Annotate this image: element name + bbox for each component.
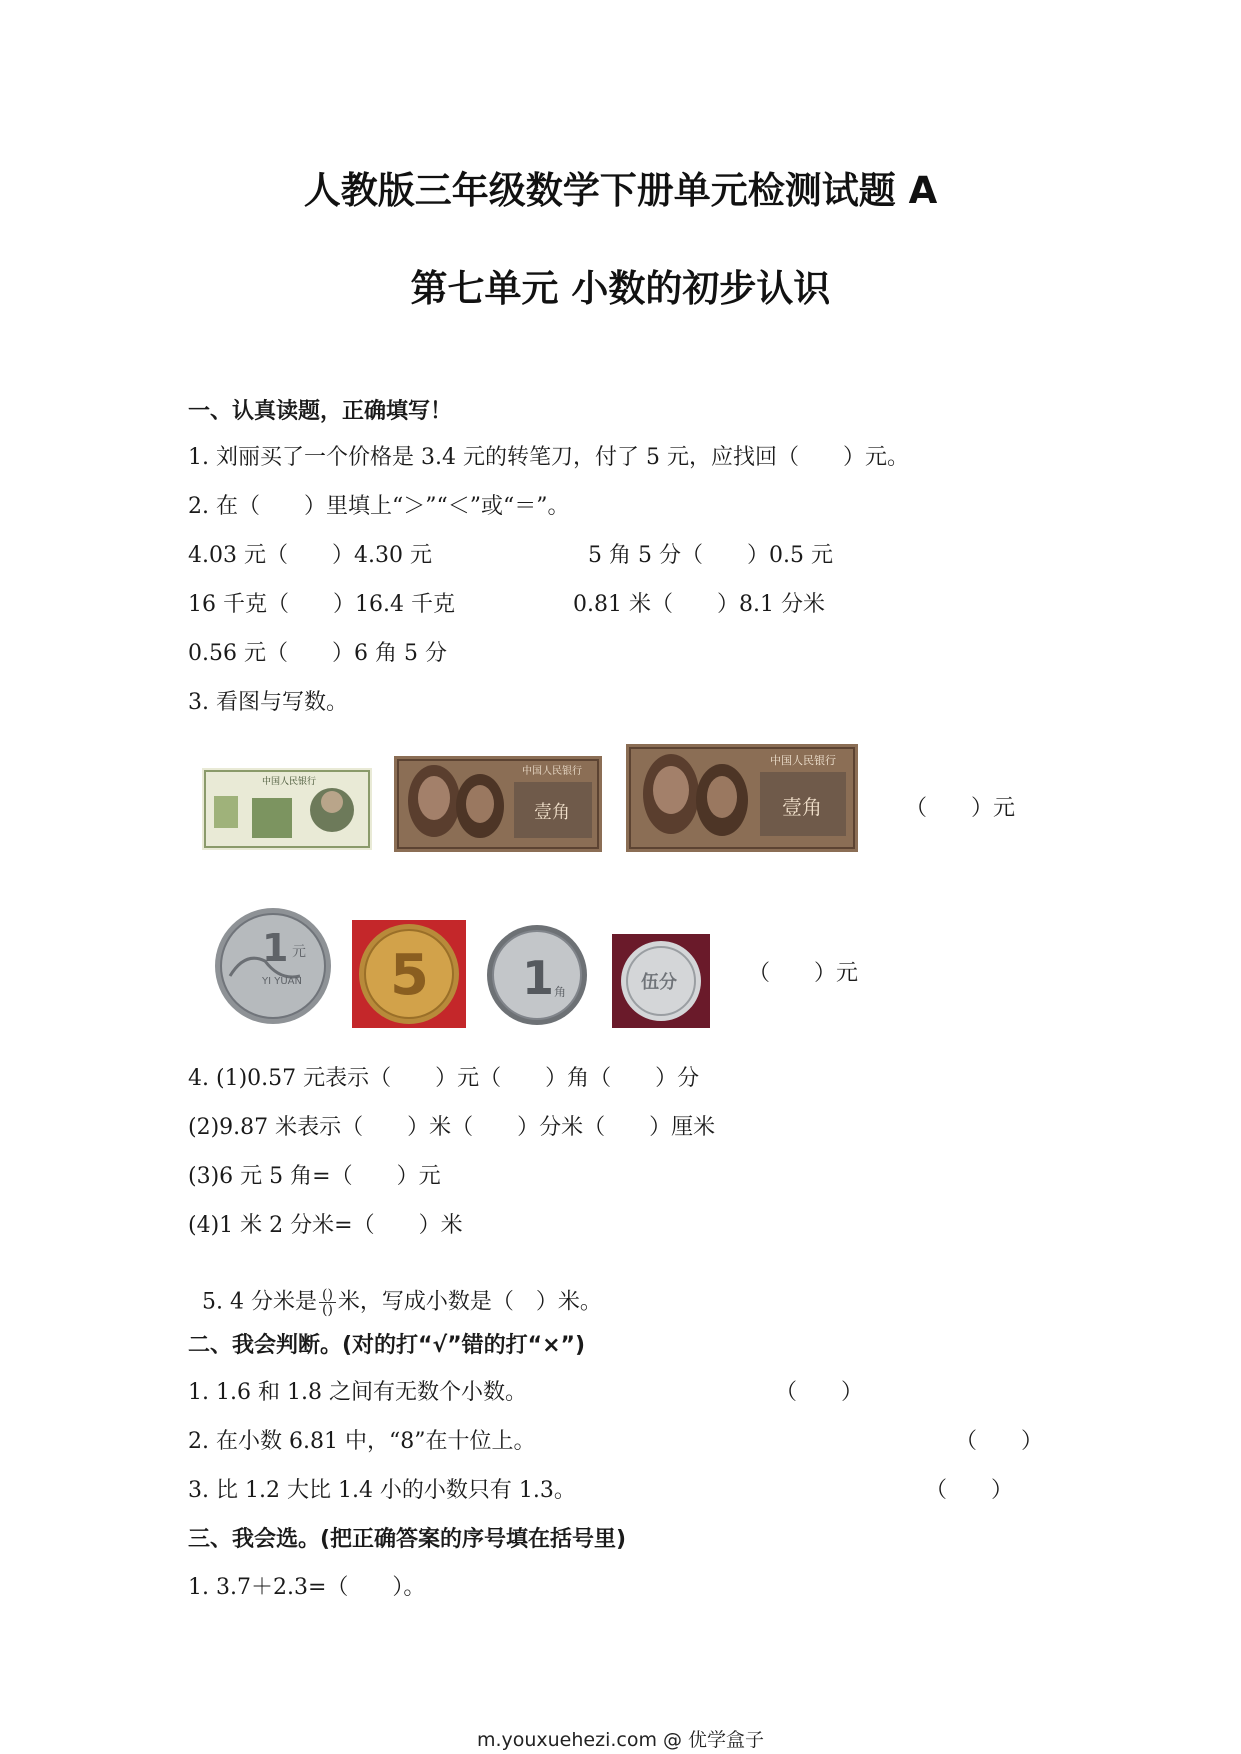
question-1-4-3: (3)6 元 5 角=（ ）元 — [188, 1164, 441, 1189]
section1-heading: 一、认真读题，正确填写！ — [188, 399, 453, 424]
banknote-one-jiao — [394, 756, 602, 852]
coin-value: 5 — [390, 943, 429, 1008]
coin-value: 1 — [522, 951, 555, 1005]
answer-coins: （ ）元 — [748, 961, 859, 986]
page-subtitle: 第七单元 小数的初步认识 — [410, 267, 831, 310]
banknote-value: 壹角 — [534, 802, 570, 823]
fraction-denominator: () — [321, 1302, 333, 1318]
judge-item: 3. 比 1.2 大比 1.4 小的小数只有 1.3。 — [188, 1478, 576, 1503]
coin-unit: 元 — [292, 944, 306, 960]
question-1-4-1: 4. (1)0.57 元表示（ ）元（ ）角（ ）分 — [188, 1066, 700, 1091]
banknote-value: 壹角 — [782, 795, 822, 819]
compare-item: 0.81 米（ ）8.1 分米 — [573, 592, 825, 617]
judge-bracket: （ ） — [775, 1380, 864, 1405]
banknote-label: 中国人民银行 — [522, 766, 582, 777]
q5-suffix: 米，写成小数是（ ）米。 — [337, 1289, 602, 1315]
coin-value: 1 — [262, 926, 289, 970]
coin-one-jiao — [484, 924, 590, 1026]
fraction — [319, 1288, 336, 1317]
compare-item: 16 千克（ ）16.4 千克 — [188, 592, 455, 617]
compare-item: 0.56 元（ ）6 角 5 分 — [188, 641, 447, 666]
footer-watermark: m.youxuehezi.com @ 优学盒子 — [476, 1729, 765, 1751]
banknote-one-yuan — [202, 768, 372, 850]
page-title: 人教版三年级数学下册单元检测试题 A — [303, 169, 938, 212]
question-1-3: 3. 看图与写数。 — [188, 690, 348, 715]
coin-text: YI YUAN — [262, 976, 302, 987]
question-1-1: 1. 刘丽买了一个价格是 3.4 元的转笔刀，付了 5 元，应找回（ ）元。 — [188, 445, 909, 470]
question-1-5 — [188, 1266, 602, 1317]
fraction-numerator: () — [319, 1288, 336, 1303]
question-1-2: 2. 在（ ）里填上“＞”“＜”或“＝”。 — [188, 494, 570, 519]
banknote-label: 中国人民银行 — [262, 777, 317, 787]
judge-item: 2. 在小数 6.81 中，“8”在十位上。 — [188, 1429, 536, 1454]
banknote-label: 中国人民银行 — [770, 754, 836, 767]
question-1-4-4: (4)1 米 2 分米=（ ）米 — [188, 1213, 463, 1238]
compare-item: 5 角 5 分（ ）0.5 元 — [588, 543, 833, 568]
section3-heading: 三、我会选。(把正确答案的序号填在括号里) — [188, 1527, 627, 1552]
coin-one-yuan — [210, 906, 336, 1026]
answer-banknotes: （ ）元 — [905, 796, 1016, 821]
choice-question-1: 1. 3.7＋2.3=（ ）。 — [188, 1575, 426, 1600]
judge-item: 1. 1.6 和 1.8 之间有无数个小数。 — [188, 1380, 527, 1405]
judge-bracket: （ ） — [925, 1478, 1014, 1503]
section2-heading: 二、我会判断。(对的打“√”错的打“×”) — [188, 1333, 586, 1358]
coin-unit: 角 — [554, 985, 567, 999]
question-1-4-2: (2)9.87 米表示（ ）米（ ）分米（ ）厘米 — [188, 1115, 716, 1140]
coin-five-jiao — [352, 920, 466, 1028]
coin-five-fen — [612, 934, 710, 1028]
coin-value: 伍分 — [641, 972, 677, 993]
compare-item: 4.03 元（ ）4.30 元 — [188, 543, 432, 568]
q5-prefix: 5. 4 分米是 — [202, 1289, 317, 1315]
judge-bracket: （ ） — [955, 1429, 1044, 1454]
banknote-one-jiao — [626, 744, 858, 852]
